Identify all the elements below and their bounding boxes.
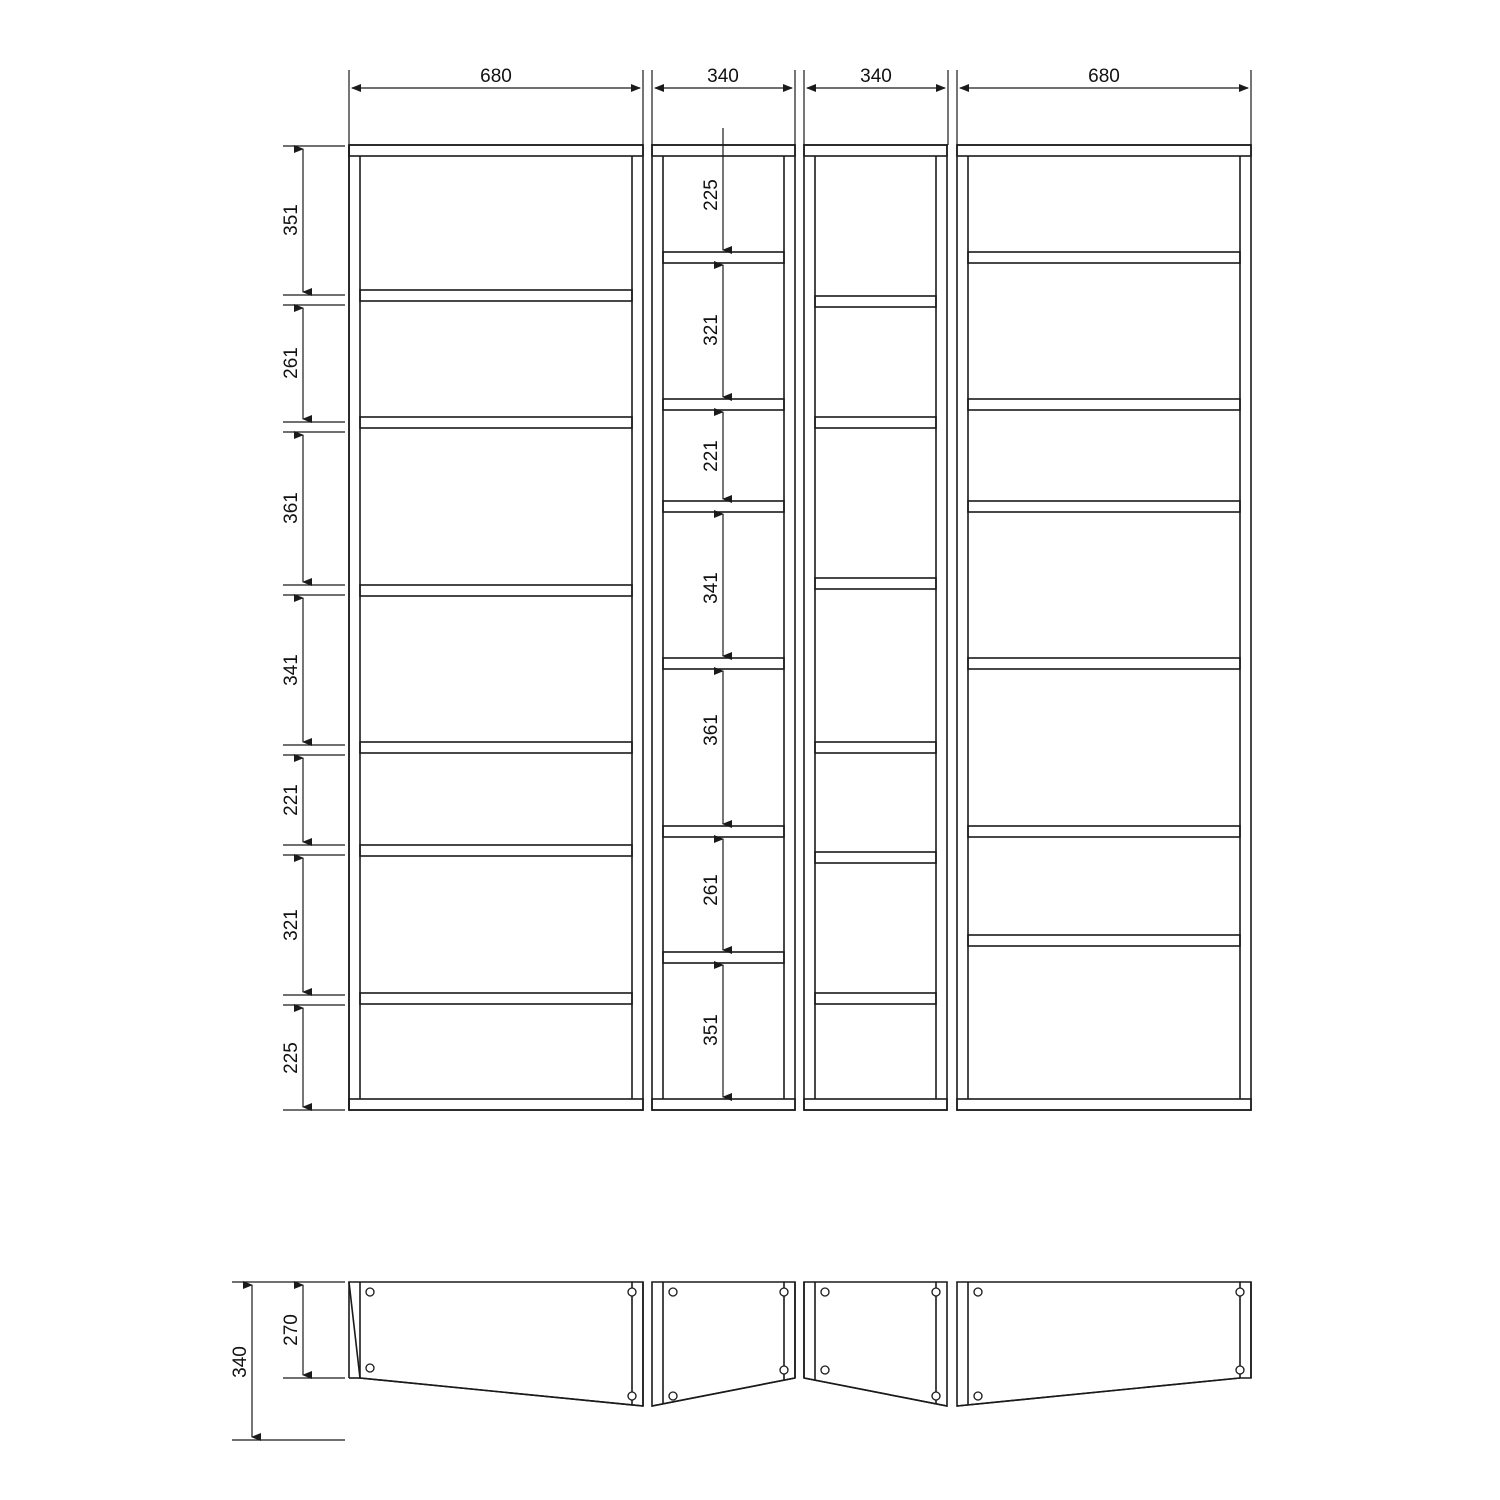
shelf: [815, 852, 936, 863]
shelf: [968, 501, 1240, 512]
inner-dim-label-2: 321: [701, 314, 722, 346]
shelf: [815, 578, 936, 589]
shelf: [815, 742, 936, 753]
top-dim-label-3: 340: [860, 66, 892, 87]
inner-dim-label-4: 341: [701, 572, 722, 604]
shelf: [968, 826, 1240, 837]
shelf: [968, 399, 1240, 410]
left-dim-label-5: 221: [281, 784, 302, 816]
inner-dim-label-1: 225: [701, 179, 722, 211]
left-dim-label-7: 225: [281, 1042, 302, 1074]
shelf: [360, 845, 632, 856]
shelf: [360, 417, 632, 428]
shelf: [360, 585, 632, 596]
shelf: [663, 399, 784, 410]
shelf: [663, 658, 784, 669]
top-dim-label-2: 340: [707, 66, 739, 87]
plan-dim-label-total: 340: [230, 1346, 251, 1378]
shelf: [360, 742, 632, 753]
shelf: [815, 993, 936, 1004]
shelf: [663, 252, 784, 263]
shelf: [360, 993, 632, 1004]
shelf: [815, 296, 936, 307]
plan-dim-label-depth: 270: [281, 1314, 302, 1346]
inner-dim-label-5: 361: [701, 714, 722, 746]
left-dim-label-6: 321: [281, 909, 302, 941]
shelf: [360, 290, 632, 301]
left-dim-label-2: 261: [281, 347, 302, 379]
inner-dim-label-6: 261: [701, 874, 722, 906]
shelf: [663, 952, 784, 963]
left-dim-label-1: 351: [281, 204, 302, 236]
top-dim-label-1: 680: [480, 66, 512, 87]
plan-view-geometry: [349, 1282, 1251, 1406]
shelf: [815, 417, 936, 428]
screw-holes: [366, 1288, 1244, 1400]
left-dimension-chain: [283, 146, 345, 1110]
top-dim-label-4: 680: [1088, 66, 1120, 87]
inner-dim-label-7: 351: [701, 1014, 722, 1046]
left-dim-label-4: 341: [281, 654, 302, 686]
shelf: [663, 826, 784, 837]
column-c: [804, 145, 947, 1110]
column-d: [957, 145, 1251, 1110]
left-dim-label-3: 361: [281, 492, 302, 524]
shelf: [663, 501, 784, 512]
shelf: [968, 252, 1240, 263]
shelf: [968, 935, 1240, 946]
shelf: [968, 658, 1240, 669]
inner-dim-label-3: 221: [701, 440, 722, 472]
column-a: [349, 145, 643, 1110]
